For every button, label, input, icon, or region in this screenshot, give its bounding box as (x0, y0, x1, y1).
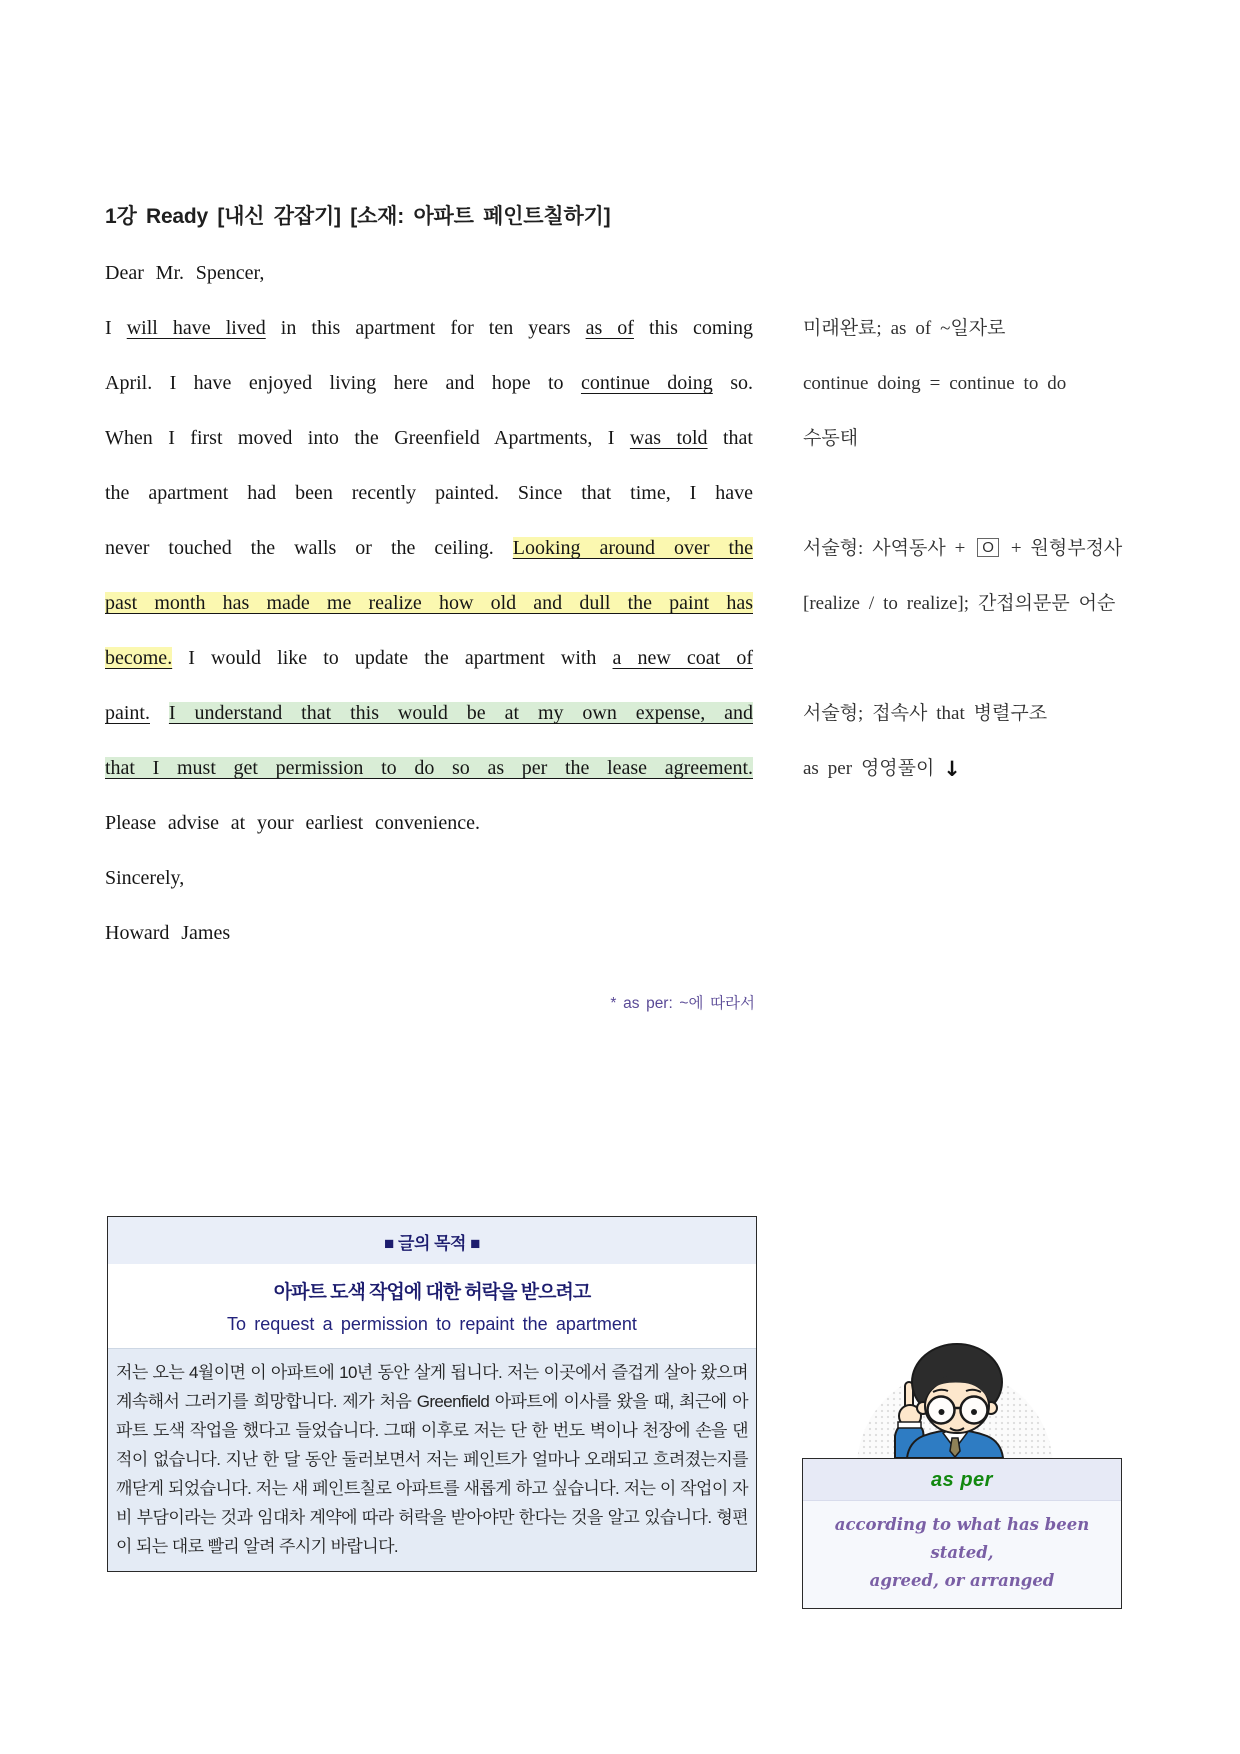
text-segment: I (105, 317, 127, 339)
letter-line (105, 370, 753, 397)
boy-pointing-icon (855, 1330, 1055, 1458)
grammar-annotation (803, 370, 1233, 397)
purpose-box-titles (108, 1264, 756, 1348)
grammar-annotation (803, 425, 1233, 452)
letter-line (105, 810, 753, 837)
text-segment: that I must get permission to do so as per the lease agreement. (105, 757, 753, 779)
annotations-column (803, 0, 1233, 1000)
text-segment: never touched the walls or the ceiling. (105, 537, 513, 559)
text-segment: become. (105, 647, 173, 669)
text-segment: that (707, 427, 753, 449)
text-segment: I understand that this would be at my own expense, and (168, 702, 753, 724)
letter-line (105, 315, 753, 342)
text-segment: [realize / to realize]; 간접의문문 어순 (803, 593, 1116, 614)
text-segment: as per 영영풀이 (803, 758, 944, 779)
as-per-definition-line2: agreed, or arranged (869, 1571, 1055, 1590)
grammar-annotation (803, 700, 1233, 727)
as-per-definition (803, 1501, 1121, 1608)
as-per-definition-line1: according to what has been stated, (834, 1515, 1090, 1562)
text-segment: I would like to update the apartment with (172, 647, 613, 669)
text-segment: as of (585, 317, 634, 339)
text-segment: Looking around over the (512, 537, 753, 559)
letter-body (105, 0, 753, 1000)
purpose-title-korean: 아파트 도색 작업에 대한 허락을 받으려고 (273, 1282, 591, 1303)
letter-line (105, 425, 753, 452)
grammar-annotation (803, 535, 1233, 562)
text-segment: the apartment had been recently painted. Since that time, I have (105, 482, 753, 504)
grammar-annotation (803, 755, 1233, 783)
letter-line (105, 755, 753, 782)
purpose-box (107, 1216, 757, 1572)
down-arrow-icon: ↓ (943, 757, 961, 781)
text-segment: April. I have enjoyed living here and hope to (105, 372, 581, 394)
as-per-term: as per (931, 1469, 993, 1491)
grammar-annotation (803, 590, 1233, 617)
as-per-definition-box (802, 1458, 1122, 1609)
purpose-box-header: ■ 글의 목적 ■ (108, 1217, 756, 1264)
text-segment: Dear Mr. Spencer, (105, 262, 265, 284)
translation-text: 저는 오는 4월이면 이 아파트에 10년 동안 살게 됩니다. 저는 이곳에서 즐겁게 살아 왔으며 계속해서 그러기를 희망합니다. 제가 처음 Greenfield 아파트에 이사를 왔을 때, 최근에 아파트 도색 작업을 했다고 들었습니다. 그때 이후로 저는 단 한 번도 벽이나 천장에 손을 댄 적이 없습니다. 지난 한 달 동안 둘러보면서 저는 페인트가 얼마나 오래되고 흐려졌는지를 깨닫게 되었습니다. 저는 새 페인트칠로 아파트를 새롭게 하고 싶습니다. 저는 이 작업이 자비 부담이라는 것과 임대차 계약에 따라 허락을 받아야만 한다는 것을 알고 있습니다. 형편이 되는 대로 빨리 알려 주시기 바랍니다. (108, 1348, 756, 1571)
text-segment: so. (712, 372, 753, 394)
boy-illustration (855, 1330, 1055, 1458)
text-segment: 수동태 (803, 428, 859, 449)
text-segment: Please advise at your earliest convenience. (105, 812, 480, 834)
text-segment: 서술형; 접속사 that 병렬구조 (803, 703, 1048, 724)
text-segment: in this apartment for ten years (265, 317, 586, 339)
lesson-title: 1강 Ready [내신 감잡기] [소재: 아파트 페인트칠하기] (105, 205, 611, 228)
letter-line (105, 700, 753, 727)
text-segment: was told (629, 427, 708, 449)
text-segment: + 원형부정사 (1001, 538, 1123, 559)
text-segment: Sincerely, (105, 867, 185, 889)
text-segment: this coming (633, 317, 753, 339)
text-segment: continue doing = continue to do (803, 373, 1067, 394)
letter-line (105, 590, 753, 617)
as-per-term-header (803, 1459, 1121, 1501)
text-segment: continue doing (580, 372, 713, 394)
letter-line (105, 645, 753, 672)
footnote-as-per: * as per: ~에 따라서 (610, 995, 755, 1012)
text-segment: a new coat of (612, 647, 753, 669)
text-segment: will have lived (126, 317, 266, 339)
letter-line (105, 480, 753, 507)
text-segment: paint. (105, 702, 150, 724)
letter-line (105, 535, 753, 562)
text-segment: 미래완료; as of ~일자로 (803, 318, 1006, 339)
text-segment: When I first moved into the Greenfield Apartments, I (105, 427, 630, 449)
letter-line (105, 865, 753, 892)
text-segment (150, 702, 169, 724)
letter-line (105, 920, 753, 947)
text-segment: 서술형: 사역동사 + (803, 538, 975, 559)
grammar-annotation (803, 315, 1233, 342)
text-segment: past month has made me realize how old and dull the paint has (105, 592, 753, 614)
text-segment: Howard James (105, 922, 231, 944)
purpose-title-english: To request a permission to repaint the apartment (227, 1314, 637, 1334)
object-box-symbol: O (977, 538, 999, 557)
letter-line (105, 260, 753, 287)
